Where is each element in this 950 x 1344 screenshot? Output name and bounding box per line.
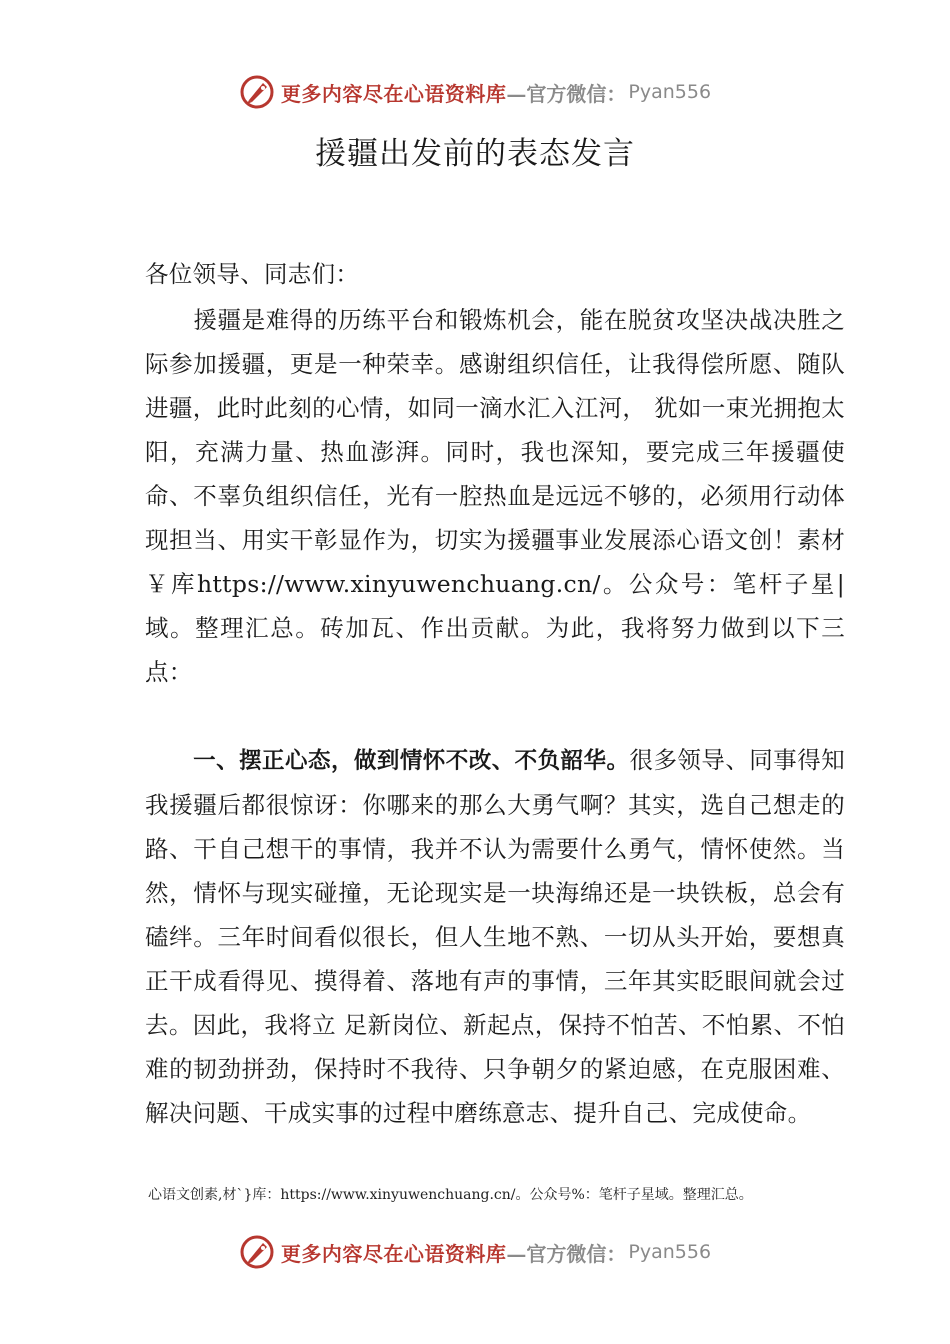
point-one-heading: 一、摆正心态，做到情怀不改、不负韶华。 — [193, 748, 630, 774]
banner-wechat-id: Pyan556 — [628, 1241, 712, 1263]
header-watermark-banner — [0, 72, 950, 112]
pen-nib-logo-icon — [239, 1234, 275, 1270]
banner-library-text: 更多内容尽在心语资料库 — [280, 1241, 507, 1266]
pen-nib-logo-icon — [239, 74, 275, 110]
document-title: 援疆出发前的表态发言 — [315, 136, 635, 172]
paragraph-intro-text: 援疆是难得的历练平台和锻炼机会，能在脱贫攻坚决战决胜之际参加援疆，更是一种荣幸。感谢组织信任，让我得偿所愿、随队进疆，此时此刻的心情，如同一滴水汇入江河， 犹如一束光拥抱太阳，充满力量、热血澎湃。同时，我也深知，要完成三年援疆使命、不辜负组织信任，光有一腔热血是远远不够的，必须用行动体现担当、用实干彰显作为，切实为援疆事业发展添心语文创！素材￥库https://www.xinyuwenchuang.cn/。公众号：笔杆子星|域。整理汇总。砖加瓦、作出贡献。为此，我将努力做到以下三点： — [145, 306, 845, 686]
footer-watermark-banner — [0, 1232, 950, 1272]
banner-wechat-id: Pyan556 — [628, 81, 712, 103]
footnote-watermark: 心语文创素,材`}库：https://www.xinyuwenchuang.cn/。公众号%：笔杆子星域。整理汇总。 — [148, 1187, 753, 1203]
point-one-body: 很多领导、同事得知我援疆后都很惊讶：你哪来的那么大勇气啊？其实，选自己想走的路、干自己想干的事情，我并不认为需要什么勇气，情怀使然。当然，情怀与现实碰撞，无论现实是一块海绵还是一块铁板，总会有磕绊。三年时间看似很长，但人生地不熟、一切从头开始，要想真正干成看得见、摸得着、落地有声的事情，三年其实眨眼间就会过去。因此，我将立 足新岗位、新起点，保持不怕苦、不怕累、不怕难的韧劲拼劲，保持时不我待、只争朝夕的紧迫感，在克服困难、解决问题、干成实事的过程中磨练意志、提升自己、完成使命。 — [145, 746, 845, 1127]
banner-wechat-label: —官方微信： — [506, 81, 627, 106]
banner-wechat-label: —官方微信： — [506, 1241, 627, 1266]
banner-library-text: 更多内容尽在心语资料库 — [280, 81, 507, 106]
paragraph-intro — [145, 298, 845, 694]
paragraph-point-one — [145, 738, 845, 1135]
salutation: 各位领导、同志们： — [145, 260, 360, 288]
